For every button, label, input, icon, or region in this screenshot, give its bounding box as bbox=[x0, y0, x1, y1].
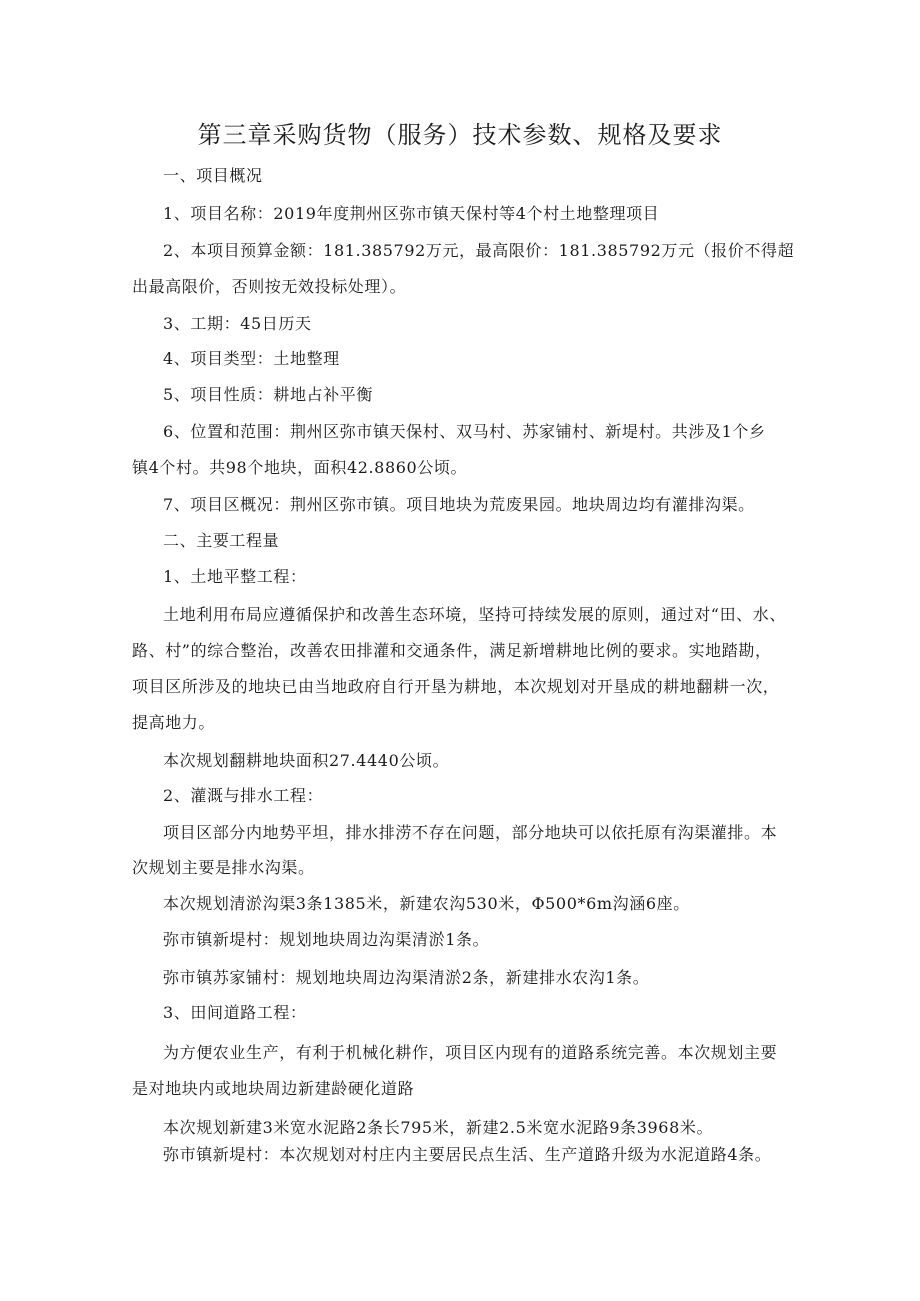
item-area-overview: 7、项目区概况：荆州区弥市镇。项目地块为荒废果园。地块周边均有灌排沟渠。 bbox=[163, 495, 755, 514]
road-paragraph-line: 是对地块内或地块周边新建龄硬化道路 bbox=[132, 1079, 415, 1098]
land-leveling-heading: 1、土地平整工程： bbox=[163, 567, 307, 586]
item-location: 6、位置和范围：荆州区弥市镇天保村、双马村、苏家铺村、新堤村。共涉及1个乡 bbox=[163, 422, 766, 441]
section-heading-overview: 一、项目概况 bbox=[163, 166, 263, 185]
road-heading: 3、田间道路工程： bbox=[163, 1003, 307, 1022]
road-paragraph-line: 为方便农业生产，有利于机械化耕作，项目区内现有的道路系统完善。本次规划主要 bbox=[163, 1043, 778, 1062]
land-paragraph-line: 路、村”的综合整治，改善农田排灌和交通条件，满足新增耕地比例的要求。实地踏勘， bbox=[132, 641, 772, 660]
irrigation-heading: 2、灌溉与排水工程： bbox=[163, 786, 324, 805]
road-xindi-text: 弥市镇新堤村：本次规划对村庄内主要居民点生活、生产道路升级为水泥道路4条。 bbox=[163, 1145, 772, 1164]
land-paragraph-line: 项目区所涉及的地块已由当地政府自行开垦为耕地，本次规划对开垦成的耕地翻耕一次， bbox=[132, 677, 780, 696]
item-location-continued: 镇4个村。共98个地块，面积42.8860公顷。 bbox=[132, 458, 468, 477]
item-budget: 2、本项目预算金额：181.385792万元，最高限价：181.385792万元（报价不得超 bbox=[163, 241, 795, 260]
land-area-text: 本次规划翻耕地块面积27.4440公顷。 bbox=[163, 751, 450, 770]
irrigation-xindi-text: 弥市镇新堤村：规划地块周边沟渠清淤1条。 bbox=[163, 930, 490, 949]
item-project-nature: 5、项目性质：耕地占补平衡 bbox=[163, 385, 373, 404]
section-heading-works: 二、主要工程量 bbox=[163, 531, 280, 550]
page-title: 第三章采购货物（服务）技术参数、规格及要求 bbox=[197, 121, 723, 149]
irrigation-sujiapu-text: 弥市镇苏家铺村：规划地块周边沟渠清淤2条，新建排水农沟1条。 bbox=[163, 968, 650, 987]
road-plan-text: 本次规划新建3米宽水泥路2条长795米，新建2.5米宽水泥路9条3968米。 bbox=[163, 1118, 714, 1137]
irrigation-paragraph-line: 次规划主要是排水沟渠。 bbox=[132, 858, 315, 877]
land-paragraph-line: 土地利用布局应遵循保护和改善生态环境，坚持可持续发展的原则，通过对“田、水、 bbox=[163, 605, 786, 624]
item-duration: 3、工期：45日历天 bbox=[163, 314, 312, 333]
land-paragraph-line: 提高地力。 bbox=[132, 713, 216, 732]
item-budget-continued: 出最高限价，否则按无效投标处理）。 bbox=[132, 277, 407, 296]
irrigation-plan-text: 本次规划清淤沟渠3条1385米，新建农沟530米，Φ500*6m沟涵6座。 bbox=[163, 894, 690, 913]
item-project-name: 1、项目名称：2019年度荆州区弥市镇天保村等4个村土地整理项目 bbox=[163, 204, 660, 223]
item-project-type: 4、项目类型：土地整理 bbox=[163, 349, 340, 368]
irrigation-paragraph-line: 项目区部分内地势平坦，排水排涝不存在问题，部分地块可以依托原有沟渠灌排。本 bbox=[163, 823, 778, 842]
